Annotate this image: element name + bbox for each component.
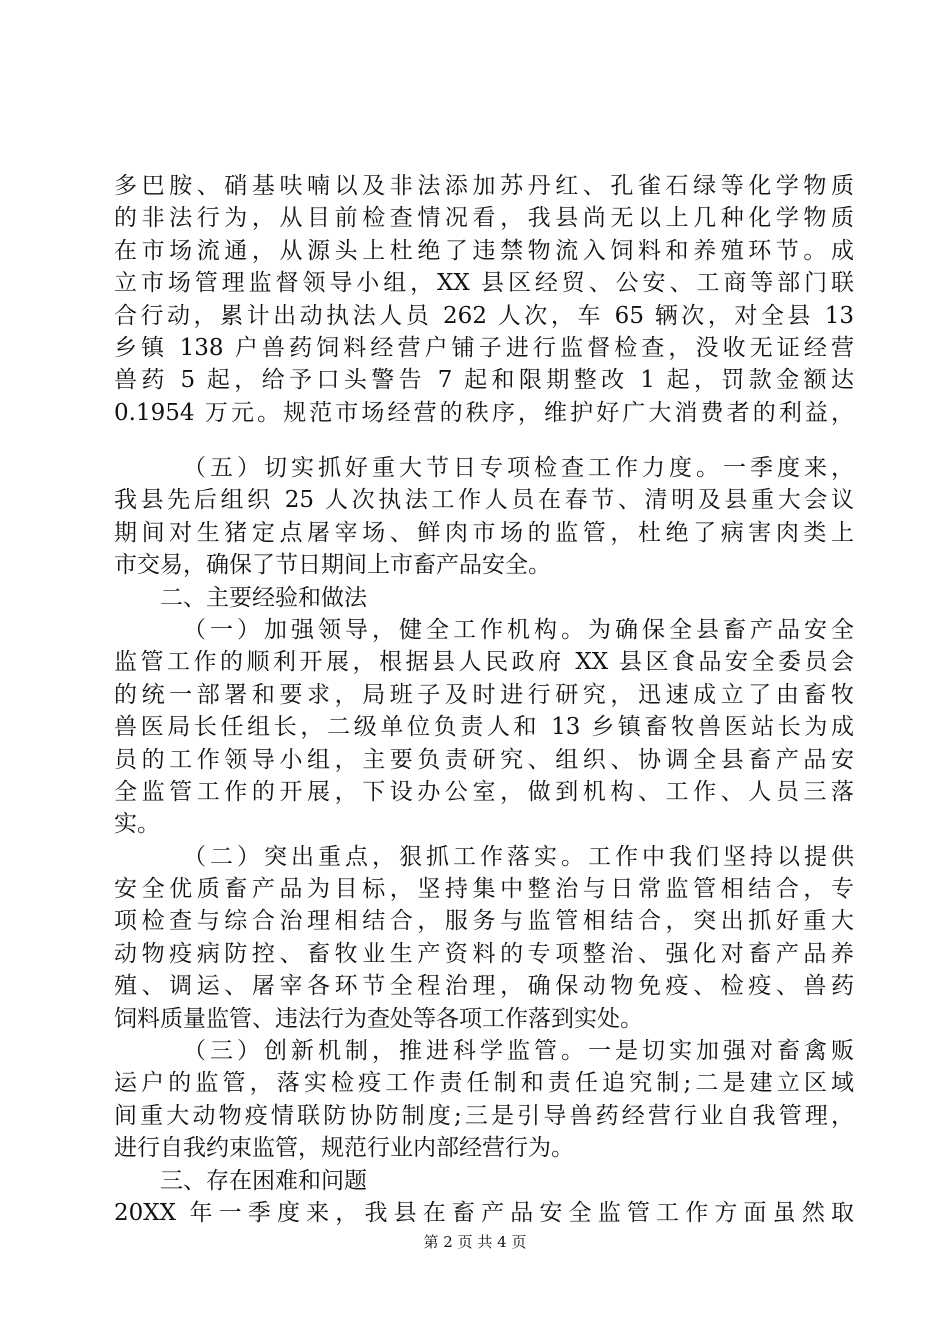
page-number: 第 2 页 共 4 页 [423,1233,527,1251]
section-heading: （五）切实抓好重大节日专项检查工作力度。一季度来， [183,455,854,481]
paragraph-block-1 [114,170,854,429]
text-line: 监管工作的顺利开展，根据县人民政府 XX 县区食品安全委员会 [114,649,854,676]
section-heading: （一）加强领导，健全工作机构。为确保全县畜产品安全 [183,616,854,643]
section-heading: （三）创新机制，推进科学监管。一是切实加强对畜禽贩 [183,1038,854,1065]
text-line: 立市场管理监督领导小组，XX 县区经贸、公安、工商等部门联 [114,270,854,297]
text-line: 安全优质畜产品为目标，坚持集中整治与日常监管相结合，专 [114,876,854,903]
text-line: 项检查与综合治理相结合，服务与监管相结合，突出抓好重大 [114,908,854,935]
text-line: 进行自我约束监管，规范行业内部经营行为。 [114,1135,574,1162]
text-line: 期间对生猪定点屠宰场、鲜肉市场的监管，杜绝了病害肉类上 [114,519,854,546]
text-line: 兽医局长任组长，二级单位负责人和 13 乡镇畜牧兽医站长为成 [114,714,854,741]
text-line: 全监管工作的开展，下设办公室，做到机构、工作、人员三落 [114,778,854,805]
text-line: 间重大动物疫情联防协防制度;三是引导兽药经营行业自我管理， [114,1102,854,1129]
section-heading: 二、主要经验和做法 [160,584,367,611]
text-line: 多巴胺、硝基呋喃以及非法添加苏丹红、孔雀石绿等化学物质 [114,173,854,199]
text-line: 合行动，累计出动执法人员 262 人次，车 65 辆次，对全县 13 [114,302,854,329]
text-line: 在市场流通，从源头上杜绝了违禁物流入饲料和养殖环节。成 [114,237,854,264]
text-line: 员的工作领导小组，主要负责研究、组织、协调全县畜产品安 [114,746,854,773]
text-line: 20XX 年一季度来，我县在畜产品安全监管工作方面虽然取 [114,1199,854,1226]
text-line: 我县先后组织 25 人次执法工作人员在春节、清明及县重大会议 [114,487,854,514]
section-heading: 三、存在困难和问题 [160,1167,367,1194]
section-heading: （二）突出重点，狠抓工作落实。工作中我们坚持以提供 [183,843,854,870]
text-line: 兽药 5 起，给予口头警告 7 起和限期整改 1 起，罚款金额达 [114,367,854,394]
text-line: 饲料质量监管、违法行为查处等各项工作落到实处。 [114,1005,643,1032]
text-line: 动物疫病防控、畜牧业生产资料的专项整治、强化对畜产品养 [114,940,854,967]
text-line: 乡镇 138 户兽药饲料经营户铺子进行监督检查，没收无证经营 [114,334,854,361]
text-line: 实。 [114,811,160,838]
text-line: 运户的监管，落实检疫工作责任制和责任追究制;二是建立区域 [114,1070,854,1097]
text-line: 0.1954 万元。规范市场经营的秩序，维护好广大消费者的利益， [114,399,854,426]
text-line: 的非法行为，从目前检查情况看，我县尚无以上几种化学物质 [114,205,854,232]
text-line: 的统一部署和要求，局班子及时进行研究，迅速成立了由畜牧 [114,681,854,708]
text-line: 市交易，确保了节日期间上市畜产品安全。 [114,552,551,579]
text-line: 殖、调运、屠宰各环节全程治理，确保动物免疫、检疫、兽药 [114,973,854,1000]
paragraph-block-2 [114,452,854,1229]
